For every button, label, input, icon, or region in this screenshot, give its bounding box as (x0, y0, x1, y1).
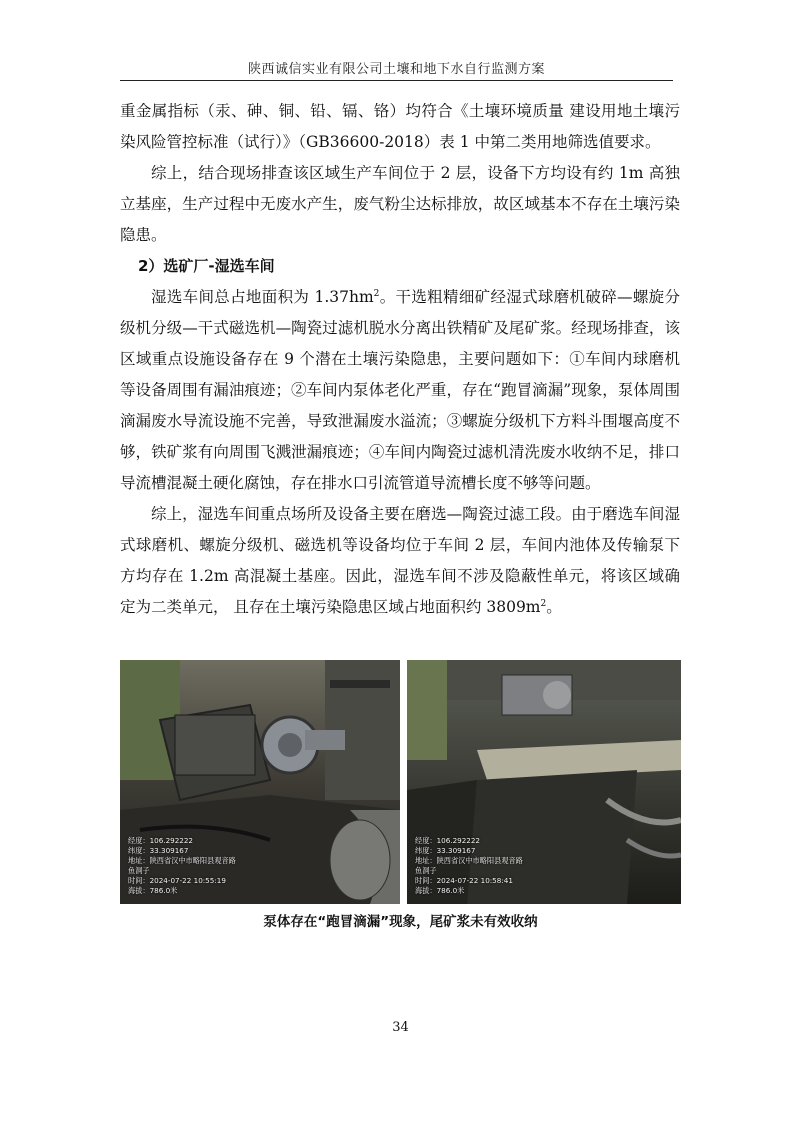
paragraph-2: 综上，结合现场排查该区域生产车间位于 2 层，设备下方均设有约 1m 高独立基座，生产过程中无废水产生，废气粉尘达标排放，故区域基本不存在土壤污染隐患。 (120, 164, 680, 244)
paragraph-3-lead: 湿选车间总占地面积为 1.37hm (151, 288, 374, 306)
header-rule (120, 80, 673, 81)
superscript: 2 (373, 288, 380, 299)
paragraph-3 (120, 282, 680, 499)
section-heading: 2）选矿厂-湿选车间 (138, 257, 275, 275)
paragraph-3-rest: 。干选粗精细矿经湿式球磨机破碎—螺旋分级机分级—干式磁选机—陶瓷过滤机脱水分离出铁精矿及尾矿浆。经现场排查，该区域重点设施设备存在 9 个潜在土壤污染隐患，主要问题如下：①车间内球磨机等设备周围有漏油痕迹；②车间内泵体老化严重，存在“跑冒滴漏”现象，泵体周围滴漏废水导流设施不完善，导致泄漏废水溢流；③螺旋分级机下方料斗围堰高度不够，铁矿浆有向周围飞溅泄漏痕迹；④车间内陶瓷过滤机清洗废水收纳不足，排口导流槽混凝土硬化腐蚀，存在排水口引流管道导流槽长度不够等问题。 (120, 288, 680, 492)
page-number: 34 (392, 1020, 409, 1035)
body-text (120, 96, 680, 623)
superscript: 2 (540, 598, 547, 609)
photo-slurry-trench (407, 660, 681, 904)
photo-pump-machinery (120, 660, 400, 904)
photo-timestamp-stamp: 经度：106.292222 纬度：33.309167 地址：陕西省汉中市略阳县观音路 鱼洞子 时间：2024-07-22 10:55:19 海拔：786.0米 (128, 836, 236, 895)
photo-caption: 泵体存在“跑冒滴漏”现象，尾矿浆未有效收纳 (263, 914, 538, 930)
paragraph-4-rest: 。 (546, 598, 562, 616)
paragraph-1: 重金属指标（汞、砷、铜、铅、镉、铬）均符合《土壤环境质量 建设用地土壤污染风险管控标准（试行）》（GB36600-2018）表 1 中第二类用地筛选值要求。 (120, 102, 680, 151)
page-header: 陕西诚信实业有限公司土壤和地下水自行监测方案 (247, 62, 545, 77)
photo-row (120, 660, 681, 904)
paragraph-4-lead: 综上，湿选车间重点场所及设备主要在磨选—陶瓷过滤工段。由于磨选车间湿式球磨机、螺旋分级机、磁选机等设备均位于车间 2 层，车间内池体及传输泵下方均存在 1.2m 高混凝土基座。因此，湿选车间不涉及隐蔽性单元，将该区域确定为二类单元， 且存在土壤污染隐患区域占地面积约 3809m (120, 505, 680, 616)
paragraph-4 (120, 499, 680, 623)
photo-timestamp-stamp: 经度：106.292222 纬度：33.309167 地址：陕西省汉中市略阳县观音路 鱼洞子 时间：2024-07-22 10:58:41 海拔：786.0米 (415, 836, 523, 895)
